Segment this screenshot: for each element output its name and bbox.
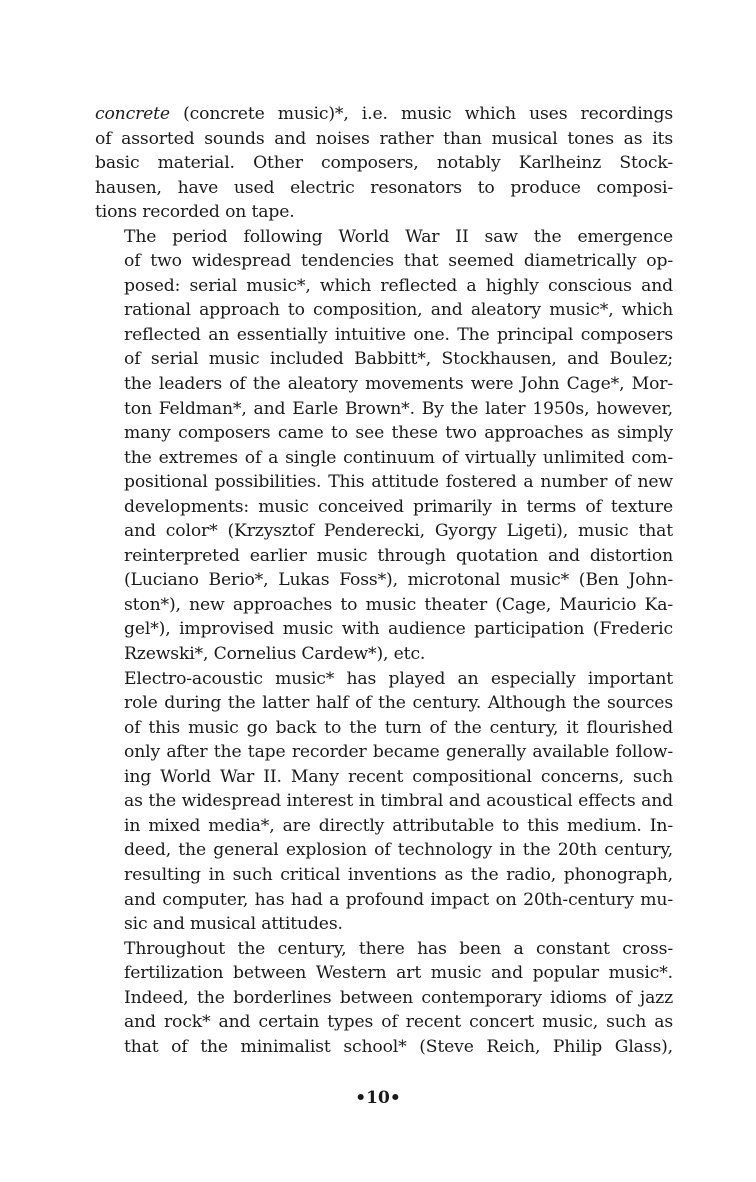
text-line — [95, 127, 673, 152]
text-line — [95, 961, 673, 986]
text-line — [95, 937, 673, 962]
document-body — [95, 102, 673, 1059]
line-text: resulting in such critical inventions as the radio, phonograph, — [124, 864, 673, 885]
line-text: and rock* and certain types of recent concert music, such as — [124, 1012, 673, 1033]
text-line — [95, 593, 673, 618]
line-text: and color* (Krzysztof Penderecki, Gyorgy Ligeti), music that — [124, 521, 673, 542]
line-text: tions recorded on tape. — [95, 202, 295, 223]
paragraph — [95, 102, 673, 225]
text-line — [95, 568, 673, 593]
text-line — [95, 274, 673, 299]
text-line — [95, 740, 673, 765]
text-line — [95, 421, 673, 446]
line-text: ston*), new approaches to music theater (Cage, Mauricio Ka- — [124, 594, 673, 615]
line-text: Indeed, the borderlines between contemporary idioms of jazz — [124, 987, 673, 1008]
text-line — [95, 470, 673, 495]
line-text: gel*), improvised music with audience participation (Frederic — [124, 619, 673, 640]
text-line — [95, 1010, 673, 1035]
text-line — [95, 691, 673, 716]
line-text: that of the minimalist school* (Steve Reich, Philip Glass), — [124, 1036, 673, 1057]
paragraph — [95, 937, 673, 1060]
line-text: of assorted sounds and noises rather than musical tones as its — [95, 128, 673, 149]
line-text: reinterpreted earlier music through quotation and distortion — [124, 545, 673, 566]
text-line — [95, 863, 673, 888]
page-number: •10• — [355, 1088, 401, 1108]
line-text: posed: serial music*, which reflected a highly conscious and — [124, 275, 673, 296]
line-text: as the widespread interest in timbral and acoustical effects and — [124, 791, 673, 812]
line-text: (Luciano Berio*, Lukas Foss*), microtonal music* (Ben John- — [124, 570, 673, 591]
text-line — [95, 765, 673, 790]
line-text: of serial music included Babbitt*, Stockhausen, and Boulez; — [124, 349, 673, 370]
text-line — [95, 838, 673, 863]
text-line — [95, 986, 673, 1011]
text-line — [95, 814, 673, 839]
text-line — [95, 200, 673, 225]
text-line — [95, 225, 673, 250]
line-text: positional possibilities. This attitude fostered a number of new — [124, 472, 673, 493]
text-line — [95, 446, 673, 471]
text-line — [95, 249, 673, 274]
line-text: fertilization between Western art music and popular music*. — [124, 963, 673, 984]
line-text: Rzewski*, Cornelius Cardew*), etc. — [124, 644, 426, 665]
line-text: developments: music conceived primarily in terms of texture — [124, 496, 673, 517]
line-text: the leaders of the aleatory movements were John Cage*, Mor- — [124, 374, 673, 395]
line-text: sic and musical attitudes. — [124, 914, 343, 935]
text-line — [95, 298, 673, 323]
text-line — [95, 176, 673, 201]
line-text: ing World War II. Many recent compositional concerns, such — [124, 766, 673, 787]
line-text: rational approach to composition, and aleatory music*, which — [124, 300, 673, 321]
text-line — [95, 151, 673, 176]
line-text: basic material. Other composers, notably Karlheinz Stock- — [95, 153, 673, 174]
text-line — [95, 347, 673, 372]
text-line — [95, 495, 673, 520]
line-text: in mixed media*, are directly attributable to this medium. In- — [124, 815, 673, 836]
line-text: many composers came to see these two approaches as simply — [124, 423, 673, 444]
text-line — [95, 1035, 673, 1060]
text-line — [95, 642, 673, 667]
text-line — [95, 789, 673, 814]
text-line — [95, 544, 673, 569]
text-line — [95, 397, 673, 422]
line-text: The period following World War II saw the emergence — [124, 226, 673, 247]
line-text: the extremes of a single continuum of virtually unlimited com- — [124, 447, 673, 468]
italic-term: concrete — [95, 104, 170, 124]
text-line — [95, 102, 673, 127]
text-line — [95, 667, 673, 692]
text-line — [95, 617, 673, 642]
text-line — [95, 716, 673, 741]
text-line — [95, 372, 673, 397]
line-text: deed, the general explosion of technology in the 20th century, — [124, 840, 673, 861]
line-text: role during the latter half of the century. Although the sources — [124, 693, 673, 714]
text-line — [95, 912, 673, 937]
paragraph — [95, 225, 673, 667]
paragraph — [95, 667, 673, 937]
line-text: of two widespread tendencies that seemed diametrically op- — [124, 251, 673, 272]
line-text: Electro-acoustic music* has played an especially important — [124, 668, 673, 689]
line-text: of this music go back to the turn of the century, it flourished — [124, 717, 673, 738]
line-text: Throughout the century, there has been a constant cross- — [124, 938, 673, 959]
line-text: hausen, have used electric resonators to produce composi- — [95, 177, 673, 198]
text-line — [95, 888, 673, 913]
line-text: (concrete music)*, i.e. music which uses recordings — [169, 104, 673, 124]
text-line — [95, 323, 673, 348]
line-text: ton Feldman*, and Earle Brown*. By the later 1950s, however, — [124, 398, 673, 419]
line-text: reflected an essentially intuitive one. The principal composers — [124, 324, 673, 345]
line-text: only after the tape recorder became generally available follow- — [124, 742, 673, 763]
text-line — [95, 519, 673, 544]
line-text: and computer, has had a profound impact on 20th-century mu- — [124, 889, 673, 910]
